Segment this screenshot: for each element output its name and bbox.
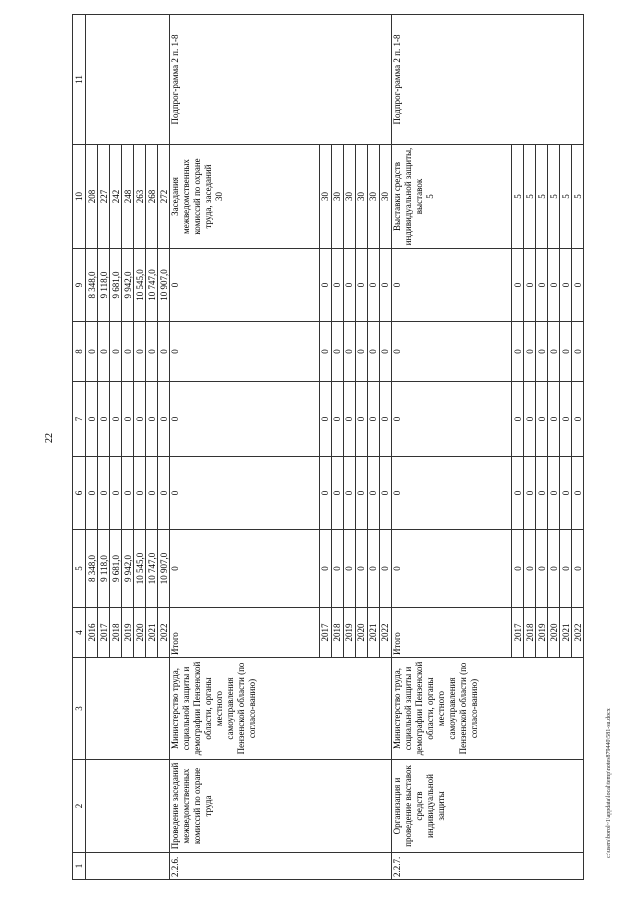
value-cell: 0	[524, 249, 536, 322]
year-cell: 2017	[319, 608, 331, 658]
value-cell: 0	[331, 530, 343, 608]
value-cell: 10 907,0	[158, 249, 170, 322]
row-number: 2.2.7.	[391, 853, 583, 880]
value-cell: 0	[122, 457, 134, 530]
value-cell: 0	[134, 382, 146, 457]
value-cell: 0	[548, 530, 560, 608]
indicator-value-cell: 5	[572, 145, 584, 249]
indicator-value-cell: 248	[122, 145, 134, 249]
value-cell: 0	[146, 457, 158, 530]
value-cell: 0	[86, 382, 98, 457]
value-cell: 0	[560, 457, 572, 530]
value-cell: 10 545,0	[134, 249, 146, 322]
value-cell: 0	[98, 322, 110, 382]
value-cell: 0	[343, 382, 355, 457]
program-ref: Подпрог-рамма 2 п. 1-8	[391, 15, 583, 145]
year-cell: 2020	[548, 608, 560, 658]
itogo-value: 0	[391, 249, 511, 322]
value-cell: 0	[524, 530, 536, 608]
indicator-value-cell: 5	[548, 145, 560, 249]
itogo-label: Итого	[170, 608, 320, 658]
value-cell: 0	[379, 249, 391, 322]
year-cell: 2022	[379, 608, 391, 658]
indicator-value-cell: 242	[110, 145, 122, 249]
value-cell: 0	[343, 457, 355, 530]
column-number-9: 9	[73, 249, 86, 322]
value-cell: 0	[134, 322, 146, 382]
column-number-5: 5	[73, 530, 86, 608]
value-cell: 9 118,0	[98, 530, 110, 608]
year-cell: 2018	[110, 608, 122, 658]
value-cell: 0	[379, 457, 391, 530]
value-cell: 0	[572, 322, 584, 382]
value-cell: 10 545,0	[134, 530, 146, 608]
value-cell: 0	[572, 249, 584, 322]
year-cell: 2021	[560, 608, 572, 658]
itogo-label: Итого	[391, 608, 511, 658]
indicator-value-cell: 208	[86, 145, 98, 249]
indicator-value-cell: 30	[367, 145, 379, 249]
value-cell: 0	[512, 530, 524, 608]
value-cell: 9 942,0	[122, 249, 134, 322]
itogo-value: 0	[391, 322, 511, 382]
column-number-8: 8	[73, 322, 86, 382]
value-cell: 0	[536, 249, 548, 322]
year-cell: 2018	[524, 608, 536, 658]
value-cell: 0	[536, 457, 548, 530]
column-number-7: 7	[73, 382, 86, 457]
executor: Министерство труда, социальной защиты и демографии Пензенской области, органы местного самоуправления Пензенской области (по согласо-ванию)	[391, 658, 583, 760]
indicator-value-cell: 30	[355, 145, 367, 249]
itogo-value: 0	[170, 382, 320, 457]
value-cell: 0	[355, 382, 367, 457]
column-number-6: 6	[73, 457, 86, 530]
value-cell: 10 907,0	[158, 530, 170, 608]
value-cell: 0	[343, 249, 355, 322]
itogo-value: 0	[391, 457, 511, 530]
value-cell: 0	[331, 249, 343, 322]
value-cell: 0	[110, 382, 122, 457]
itogo-value: 0	[170, 322, 320, 382]
value-cell: 9 942,0	[122, 530, 134, 608]
value-cell: 0	[560, 530, 572, 608]
footer-file-path: c:\users\borol~1\appdata\local\temp\notes879440\581-su.docx	[606, 708, 612, 858]
year-cell: 2022	[158, 608, 170, 658]
value-cell: 0	[86, 457, 98, 530]
value-cell: 0	[146, 382, 158, 457]
value-cell: 0	[158, 382, 170, 457]
indicator-value-cell: 263	[134, 145, 146, 249]
page-number: 22	[44, 433, 55, 443]
column-number-4: 4	[73, 608, 86, 658]
value-cell: 0	[319, 322, 331, 382]
indicator-cell	[170, 145, 320, 249]
value-cell: 0	[367, 457, 379, 530]
itogo-value: 0	[170, 249, 320, 322]
executor: Министерство труда, социальной защиты и демографии Пензенской области, органы местного самоуправления Пензенской области (по согласо-ванию)	[170, 658, 392, 760]
value-cell: 0	[536, 530, 548, 608]
value-cell: 0	[379, 382, 391, 457]
year-cell: 2017	[512, 608, 524, 658]
value-cell: 0	[343, 322, 355, 382]
indicator-value-cell: 5	[560, 145, 572, 249]
indicator-value-cell: 30	[379, 145, 391, 249]
value-cell: 0	[331, 382, 343, 457]
year-cell: 2021	[146, 608, 158, 658]
column-number-11: 11	[73, 15, 86, 145]
year-cell: 2016	[86, 608, 98, 658]
indicator-total: 30	[214, 192, 224, 201]
year-cell: 2019	[343, 608, 355, 658]
itogo-value: 0	[391, 382, 511, 457]
cont-col-1	[86, 853, 170, 880]
value-cell: 0	[319, 249, 331, 322]
value-cell: 0	[367, 382, 379, 457]
value-cell: 0	[98, 382, 110, 457]
itogo-value: 0	[391, 530, 511, 608]
value-cell: 0	[122, 322, 134, 382]
value-cell: 0	[524, 457, 536, 530]
value-cell: 0	[560, 322, 572, 382]
value-cell: 0	[512, 382, 524, 457]
value-cell: 9 118,0	[98, 249, 110, 322]
value-cell: 0	[134, 457, 146, 530]
value-cell: 0	[158, 457, 170, 530]
value-cell: 0	[319, 382, 331, 457]
value-cell: 0	[548, 457, 560, 530]
indicator-value-cell: 5	[512, 145, 524, 249]
value-cell: 9 681,0	[110, 249, 122, 322]
indicator-total: 5	[424, 194, 435, 199]
value-cell: 0	[367, 249, 379, 322]
value-cell: 0	[110, 457, 122, 530]
value-cell: 0	[548, 382, 560, 457]
value-cell: 0	[572, 530, 584, 608]
indicator-value-cell: 268	[146, 145, 158, 249]
value-cell: 0	[110, 322, 122, 382]
year-cell: 2020	[355, 608, 367, 658]
itogo-value: 0	[170, 530, 320, 608]
value-cell: 0	[355, 457, 367, 530]
indicator-value-cell: 30	[343, 145, 355, 249]
indicator-name: Заседания межведомственных комиссий по охране труда, заседаний	[170, 158, 213, 235]
value-cell: 0	[572, 382, 584, 457]
column-number-1: 1	[73, 853, 86, 880]
value-cell: 8 348,0	[86, 249, 98, 322]
value-cell: 0	[536, 322, 548, 382]
row-number: 2.2.6.	[170, 853, 392, 880]
value-cell: 0	[524, 322, 536, 382]
year-cell: 2021	[367, 608, 379, 658]
column-number-10: 10	[73, 145, 86, 249]
column-number-3: 3	[73, 658, 86, 760]
value-cell: 0	[355, 249, 367, 322]
value-cell: 0	[355, 530, 367, 608]
indicator-value-cell: 227	[98, 145, 110, 249]
value-cell: 0	[319, 457, 331, 530]
indicator-name: Выставки средств индивидуальной защиты, выставок	[391, 147, 424, 246]
indicator-value-cell: 30	[319, 145, 331, 249]
value-cell: 0	[512, 457, 524, 530]
itogo-value: 0	[170, 457, 320, 530]
cont-col-11	[86, 15, 170, 145]
value-cell: 0	[319, 530, 331, 608]
value-cell: 0	[524, 382, 536, 457]
year-cell: 2022	[572, 608, 584, 658]
value-cell: 0	[367, 530, 379, 608]
value-cell: 0	[548, 249, 560, 322]
value-cell: 0	[331, 322, 343, 382]
indicator-value-cell: 30	[331, 145, 343, 249]
value-cell: 0	[158, 322, 170, 382]
measure-name: Организация и проведение выставок средств индивидуальной защиты	[391, 760, 583, 853]
value-cell: 10 747,0	[146, 249, 158, 322]
cont-col-3	[86, 658, 170, 760]
program-table	[72, 14, 584, 880]
value-cell: 0	[122, 382, 134, 457]
cont-col-2	[86, 760, 170, 853]
value-cell: 0	[379, 322, 391, 382]
value-cell: 0	[512, 249, 524, 322]
year-cell: 2020	[134, 608, 146, 658]
column-number-2: 2	[73, 760, 86, 853]
value-cell: 9 681,0	[110, 530, 122, 608]
value-cell: 0	[146, 322, 158, 382]
year-cell: 2019	[536, 608, 548, 658]
year-cell: 2018	[331, 608, 343, 658]
value-cell: 0	[548, 322, 560, 382]
indicator-value-cell: 5	[536, 145, 548, 249]
year-cell: 2019	[122, 608, 134, 658]
rotated-page-content	[72, 15, 584, 880]
value-cell: 0	[331, 457, 343, 530]
indicator-cell	[391, 145, 511, 249]
measure-name: Проведение заседаний межведомственных комиссий по охране труда	[170, 760, 392, 853]
value-cell: 0	[536, 382, 548, 457]
indicator-value-cell: 272	[158, 145, 170, 249]
indicator-value-cell: 5	[524, 145, 536, 249]
value-cell: 0	[86, 322, 98, 382]
value-cell: 0	[572, 457, 584, 530]
value-cell: 0	[98, 457, 110, 530]
value-cell: 0	[367, 322, 379, 382]
value-cell: 0	[560, 382, 572, 457]
value-cell: 0	[355, 322, 367, 382]
value-cell: 8 348,0	[86, 530, 98, 608]
value-cell: 0	[379, 530, 391, 608]
year-cell: 2017	[98, 608, 110, 658]
value-cell: 0	[343, 530, 355, 608]
value-cell: 0	[512, 322, 524, 382]
value-cell: 10 747,0	[146, 530, 158, 608]
value-cell: 0	[560, 249, 572, 322]
program-ref: Подпрог-рамма 2 п. 1-8	[170, 15, 392, 145]
